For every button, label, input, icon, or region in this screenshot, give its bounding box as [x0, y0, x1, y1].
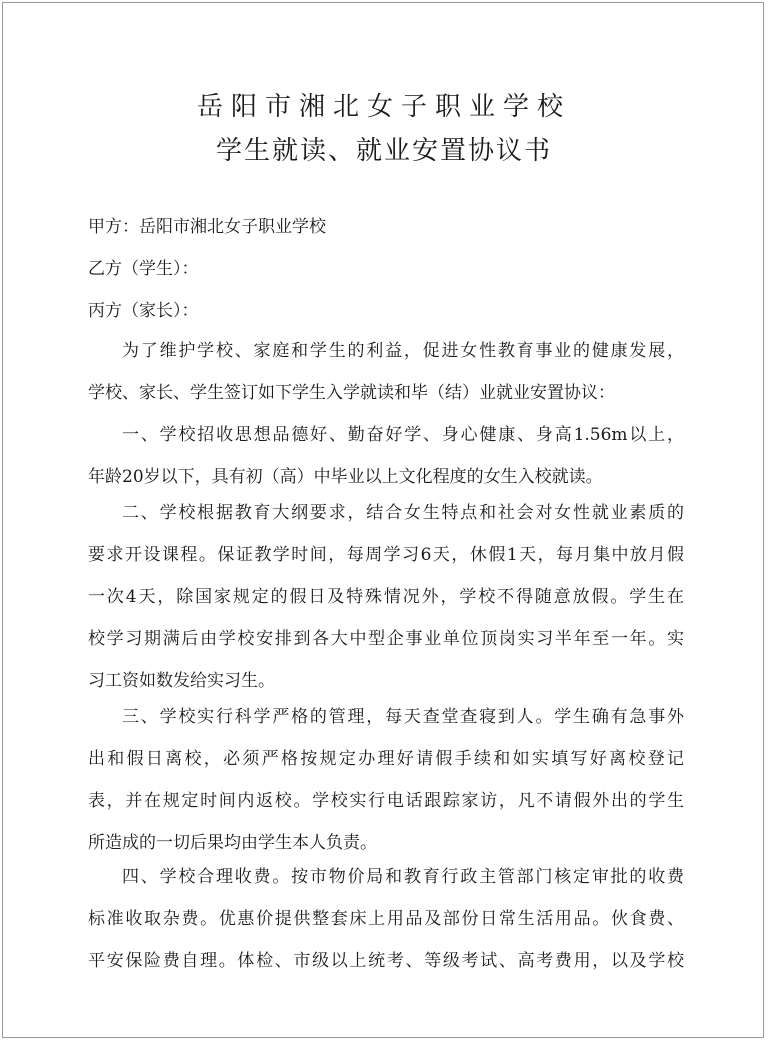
text-line: 学校、家长、学生签订如下学生入学就读和毕（结）业就业安置协议： [88, 383, 615, 403]
text-line: 标准收取杂费。优惠价提供整套床上用品及部份日常生活用品。伙食费、 [88, 909, 684, 929]
text-line: 习工资如数发给实习生。 [88, 671, 275, 691]
text-line: 四、学校合理收费。按市物价局和教育行政主管部门核定审批的收费 [122, 867, 684, 887]
text-line: 出和假日离校，必须严格按规定办理好请假手续和如实填写好离校登记 [88, 749, 684, 769]
paragraph-intro [88, 330, 684, 414]
text-line: 平安保险费自理。体检、市级以上统考、等级考试、高考费用，以及学校 [88, 951, 684, 971]
text-line: 表，并在规定时间内返校。学校实行电话跟踪家访，凡不请假外出的学生 [88, 791, 684, 811]
text-line: 所造成的一切后果均由学生本人负责。 [88, 833, 377, 853]
paragraph-4-fees [88, 856, 684, 982]
text-line: 校学习期满后由学校安排到各大中型企事业单位顶岗实习半年至一年。实 [88, 629, 684, 649]
text-line: 一、学校招收思想品德好、勤奋好学、身心健康、身高1.56m以上， [122, 425, 684, 445]
paragraph-3-management [88, 696, 684, 864]
party-c: 丙方（家长）： [88, 301, 199, 321]
text-line: 一次4天，除国家规定的假日及特殊情况外，学校不得随意放假。学生在 [88, 587, 684, 607]
text-line: 要求开设课程。保证教学时间，每周学习6天，休假1天，每月集中放月假 [88, 545, 684, 565]
document-title-agreement: 学生就读、就业安置协议书 [215, 136, 552, 166]
text-line: 二、学校根据教育大纲要求，结合女生特点和社会对女性就业素质的 [122, 503, 684, 523]
paragraph-1-admission [88, 414, 684, 498]
party-b: 乙方（学生）： [88, 259, 199, 279]
party-a: 甲方：岳阳市湘北女子职业学校 [88, 217, 326, 237]
document-title-school: 岳阳市湘北女子职业学校 [196, 92, 571, 122]
text-line: 年龄20岁以下，具有初（高）中毕业以上文化程度的女生入校就读。 [88, 467, 603, 487]
text-line: 三、学校实行科学严格的管理，每天查堂查寝到人。学生确有急事外 [122, 707, 684, 727]
paragraph-2-curriculum [88, 492, 684, 702]
text-line: 为了维护学校、家庭和学生的利益，促进女性教育事业的健康发展， [122, 341, 684, 361]
